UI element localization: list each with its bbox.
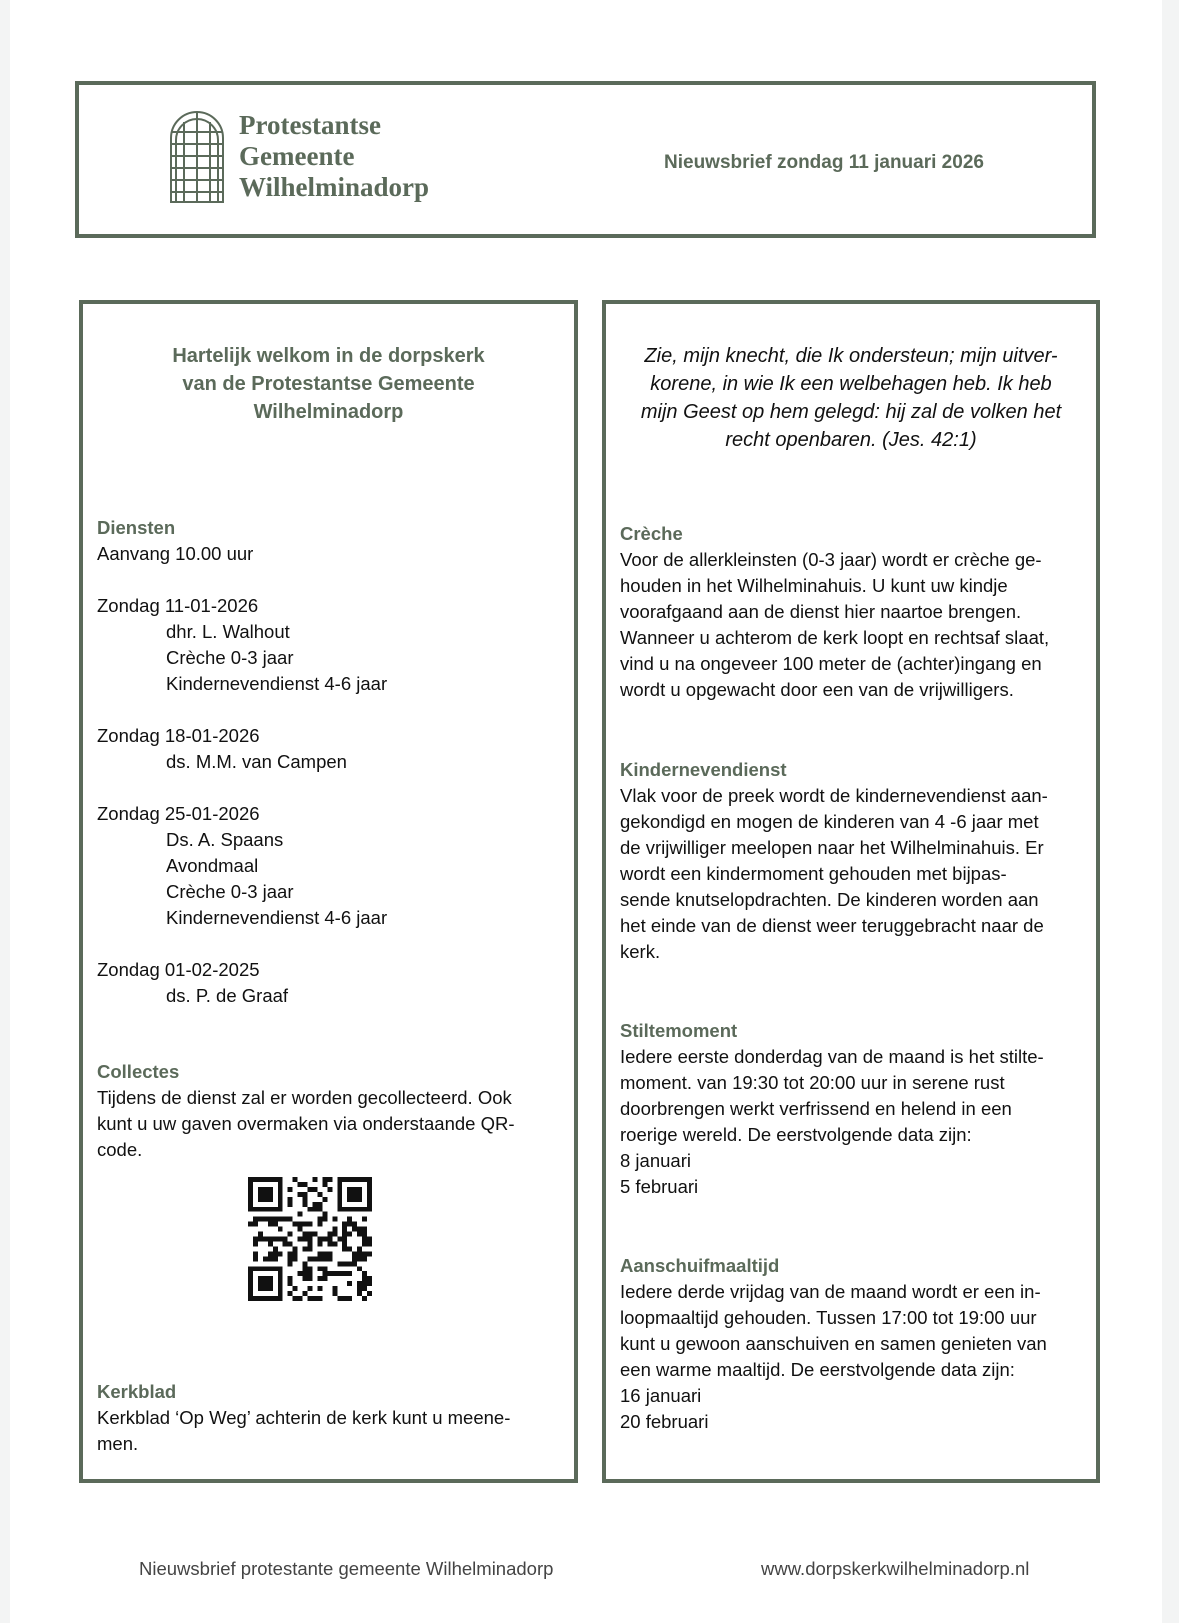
kindernevendienst-line: kerk. xyxy=(620,941,661,962)
left-column xyxy=(79,300,578,1483)
org-name xyxy=(239,110,429,203)
stiltemoment-line: Iedere eerste donderdag van de maand is het stilte- xyxy=(620,1046,1044,1067)
aanschuifmaaltijd-line: Iedere derde vrijdag van de maand wordt er een in- xyxy=(620,1281,1041,1302)
creche-line: wordt u opgewacht door een van de vrijwilligers. xyxy=(620,679,1014,700)
welcome-heading xyxy=(83,342,574,426)
diensten-section xyxy=(97,515,560,1009)
kindernevendienst-section xyxy=(620,757,1082,965)
aanschuifmaaltijd-section xyxy=(620,1253,1082,1435)
stiltemoment-line: 5 februari xyxy=(620,1176,699,1197)
service-detail: Kindernevendienst 4-6 jaar xyxy=(166,907,388,928)
verse-line: Zie, mijn knecht, die Ik ondersteun; mijn uitver- xyxy=(644,345,1058,367)
service-detail: Ds. A. Spaans xyxy=(166,829,284,850)
creche-title: Crèche xyxy=(620,523,683,544)
diensten-title: Diensten xyxy=(97,517,176,538)
aanschuifmaaltijd-line: kunt u gewoon aanschuiven en samen genieten van xyxy=(620,1333,1047,1354)
bible-verse xyxy=(626,342,1076,454)
stiltemoment-section xyxy=(620,1018,1082,1200)
welcome-line: Wilhelminadorp xyxy=(253,401,404,423)
kerkblad-line: men. xyxy=(97,1433,139,1454)
stiltemoment-title: Stiltemoment xyxy=(620,1020,738,1041)
newsletter-date: Nieuwsbrief zondag 11 januari 2026 xyxy=(664,152,984,173)
service-detail: Crèche 0-3 jaar xyxy=(166,881,294,902)
service-detail: dhr. L. Walhout xyxy=(166,621,290,642)
newsletter-page xyxy=(10,0,1162,1623)
stiltemoment-line: doorbrengen werkt verfrissend en helend in een xyxy=(620,1098,1012,1119)
creche-line: houden in het Wilhelminahuis. U kunt uw kindje xyxy=(620,575,1008,596)
kerkblad-section xyxy=(97,1379,560,1457)
org-name-line: Wilhelminadorp xyxy=(239,172,430,202)
org-name-line: Protestantse xyxy=(239,110,381,140)
collectes-line: kunt u uw gaven overmaken via onderstaande QR- xyxy=(97,1113,515,1134)
service-date: Zondag 18-01-2026 xyxy=(97,725,260,746)
service-detail: Crèche 0-3 jaar xyxy=(166,647,294,668)
creche-line: vind u na ongeveer 100 meter de (achter)ingang en xyxy=(620,653,1042,674)
creche-line: voorafgaand aan de dienst hier naartoe brengen. xyxy=(620,601,1022,622)
service-date: Zondag 01-02-2025 xyxy=(97,959,260,980)
kindernevendienst-line: Vlak voor de preek wordt de kindernevendienst aan- xyxy=(620,785,1048,806)
kindernevendienst-line: sende knutselopdrachten. De kinderen worden aan xyxy=(620,889,1039,910)
creche-line: Wanneer u achterom de kerk loopt en rechtsaf slaat, xyxy=(620,627,1050,648)
aanvang-text: Aanvang 10.00 uur xyxy=(97,543,254,564)
kerkblad-line: Kerkblad ‘Op Weg’ achterin de kerk kunt u meene- xyxy=(97,1407,511,1428)
stiltemoment-line: 8 januari xyxy=(620,1150,691,1171)
footer-website-link[interactable]: www.dorpskerkwilhelminadorp.nl xyxy=(761,1558,1030,1579)
kindernevendienst-line: gekondigd en mogen de kinderen van 4 -6 jaar met xyxy=(620,811,1039,832)
aanschuifmaaltijd-line: een warme maaltijd. De eerstvolgende data zijn: xyxy=(620,1359,1015,1380)
verse-line: recht openbaren. (Jes. 42:1) xyxy=(725,429,977,451)
welcome-line: van de Protestantse Gemeente xyxy=(182,373,475,395)
service-detail: ds. P. de Graaf xyxy=(166,985,289,1006)
service-detail: Kindernevendienst 4-6 jaar xyxy=(166,673,388,694)
service-date: Zondag 11-01-2026 xyxy=(97,595,259,616)
collectes-line: Tijdens de dienst zal er worden gecollecteerd. Ook xyxy=(97,1087,512,1108)
header-box xyxy=(75,81,1096,238)
aanschuifmaaltijd-line: 16 januari xyxy=(620,1385,702,1406)
right-column xyxy=(602,300,1100,1483)
kerkblad-title: Kerkblad xyxy=(97,1381,177,1402)
stiltemoment-line: moment. van 19:30 tot 20:00 uur in serene rust xyxy=(620,1072,1005,1093)
logo xyxy=(169,110,429,204)
service-date: Zondag 25-01-2026 xyxy=(97,803,260,824)
church-window-icon xyxy=(169,110,225,204)
creche-line: Voor de allerkleinsten (0-3 jaar) wordt er crèche ge- xyxy=(620,549,1042,570)
kindernevendienst-line: wordt een kindermoment gehouden met bijpas- xyxy=(620,863,1007,884)
aanschuifmaaltijd-line: loopmaaltijd gehouden. Tussen 17:00 tot 19:00 uur xyxy=(620,1307,1037,1328)
org-name-line: Gemeente xyxy=(239,141,355,171)
kindernevendienst-title: Kindernevendienst xyxy=(620,759,787,780)
welcome-line: Hartelijk welkom in de dorpskerk xyxy=(172,345,485,367)
service-detail: Avondmaal xyxy=(166,855,259,876)
service-detail: ds. M.M. van Campen xyxy=(166,751,347,772)
verse-line: korene, in wie Ik een welbehagen heb. Ik heb xyxy=(650,373,1052,395)
collectes-line: code. xyxy=(97,1139,143,1160)
verse-line: mijn Geest op hem gelegd: hij zal de volken het xyxy=(640,401,1062,423)
kindernevendienst-line: het einde van de dienst weer teruggebracht naar de xyxy=(620,915,1044,936)
qr-code[interactable] xyxy=(248,1177,372,1301)
collectes-section xyxy=(97,1059,560,1301)
aanschuifmaaltijd-title: Aanschuifmaaltijd xyxy=(620,1255,780,1276)
creche-section xyxy=(620,521,1082,703)
kindernevendienst-line: de vrijwilliger meelopen naar het Wilhelminahuis. Er xyxy=(620,837,1044,858)
footer-title: Nieuwsbrief protestante gemeente Wilhelminadorp xyxy=(139,1558,554,1579)
stiltemoment-line: roerige wereld. De eerstvolgende data zijn: xyxy=(620,1124,972,1145)
collectes-title: Collectes xyxy=(97,1061,180,1082)
aanschuifmaaltijd-line: 20 februari xyxy=(620,1411,709,1432)
